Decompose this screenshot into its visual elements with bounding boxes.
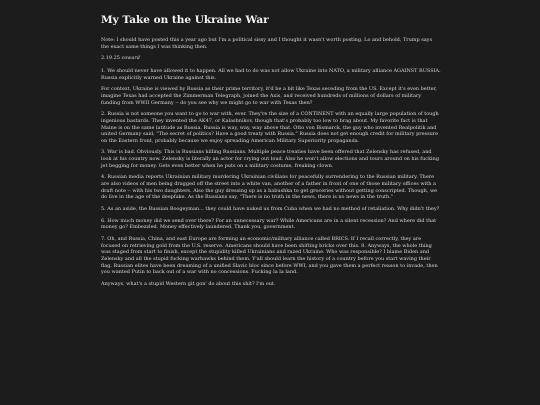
paragraph: 2. Russia is not someone you want to go to war with, ever. They're the size of a CONTINENT with an equally large population of tough ingenious bastards. They invented the AK47, or Kalashnikov, though that's probably too low to brag about. My favorite fact is that Maine is on the same latitude as Russia. Russia is way, way, way above that. Otto von Bismarck, the guy who invented Realpolitik and united Germany said, "The secret of politics? Have a good treaty with Russia." Russia does not get enough credit for military pressure on the Eastern front, probably because we enjoy spreading American Military Superiority propaganda. [101,111,439,144]
intro-note: Note: I should have posted this a year ago but I'm a political sissy and I thought it wasn't worth posting. Lo and behold, Trump says the exact same things I was thinking then. [101,37,432,50]
paragraph: 3. War is bad. Obviously. This is Russians killing Russians. Multiple peace treaties have been offered that Zelensky has refused, and look at his country now. Zelensky is literally an actor for crying out loud. Also he won't allow elections and tours around on his fucking jet begging for money. Gets even better when he puts on a military costume, freaking clown. [101,149,439,169]
paragraph: 5. As an aside, the Russian Boogeyman... they could have nuked us from Cuba when we had no method of retaliation. Why didn't they? [101,206,440,212]
post-date: 2.19.25 [101,55,120,62]
paragraph: Anyways, what's a stupid Western git gon' do about this shit? I'm out. [101,280,276,287]
post-date-line [101,55,441,62]
article [101,14,441,293]
paragraph: 4. Russian media reports Ukrainian military murdering Ukrainian civilians for peacefully surrendering to the Russian military. There are also videos of men being dragged off the street into a white van, another of a father in front of one of those military offices with a draft note -- with his two daughters. Also the guy dressing up as a babushka to get groceries without getting conscripted. Though, we do live in the age of the deepfake. As the Russians say, "There is no truth in the news, there is no news in the truth." [101,174,438,201]
paragraph: For context, Ukraine is viewed by Russia as their prime territory, it'd be a bit like Texas seceding from the US. Except it's even better, imagine Texas had accepted the Zimmerman Telegraph, joined the Axis, and received hundreds of millions of dollars of military funding from WWII Germany -- do you see why we might go to war with Texas then? [101,86,437,106]
paragraph: 1. We should never have allowed it to happen. All we had to do was not allow Ukraine into NATO, a military alliance AGAINST RUSSIA. Russia explicitly warned Ukraine against this. [101,67,441,81]
post-author: coward [121,55,140,62]
paragraph: 6. How much money did we send over there? For an unnecessary war? While Americans are in a silent recession? And where did that money go? Embezzled. Money effectively laundered. Thank you, government. [101,217,437,231]
page-title: My Take on the Ukraine War [101,14,269,26]
paragraph: 7. Oh, and Russia, China, and east Europe are forming an economic/military alliance called BRICS. If I recall correctly, they are focused on retrieving gold from the U.S. reserve. Americans should have been shifting bricks over this. 8. Anyways, the whole thing was staged from start to finish, except the stupidity killed Ukrainians and razed Ukraine. Who was responsible? I blame Biden and Zelensky and all the stupid fucking warhawks behind them. Y'all should learn the history of a country before you start waving their flag. Russian elites have been dreaming of a unified Slavic bloc since before WWI, and you gave them a perfect reason to invade, then you wanted Putin to back out of a war with no concessions. Fucking la la land. [101,236,438,276]
